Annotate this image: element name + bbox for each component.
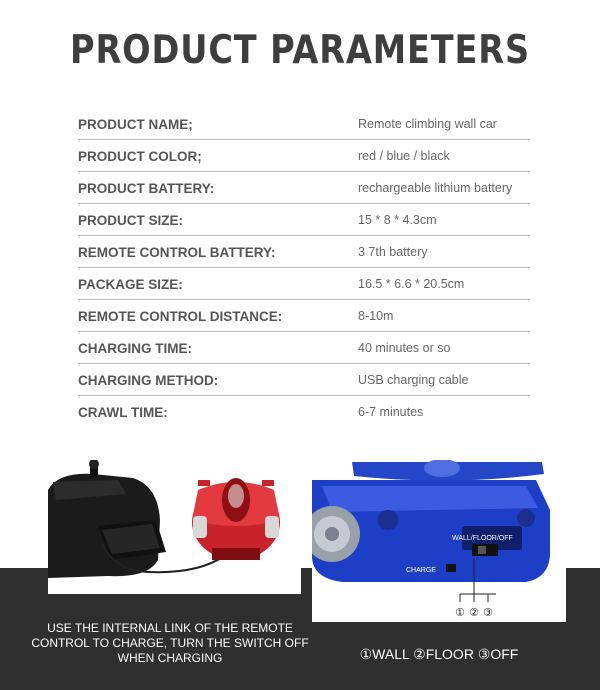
param-value: 40 minutes or so [358,341,451,355]
param-row [78,173,530,204]
switch-modes-caption: ①WALL ②FLOOR ③OFF [359,646,519,662]
param-row [78,333,530,364]
param-row [78,109,530,140]
remote-and-car-photo [48,460,301,594]
param-row [78,141,530,172]
page-title: PRODUCT PARAMETERS [70,28,530,73]
param-label: CHARGING TIME: [78,340,192,356]
switch-position-2: ② [469,606,479,619]
param-row [78,397,530,427]
param-label: PRODUCT COLOR; [78,148,202,164]
param-value: 3 7th battery [358,245,428,259]
param-value: USB charging cable [358,373,469,387]
switch-position-3: ③ [483,606,493,619]
param-row [78,301,530,332]
charging-instructions: USE THE INTERNAL LINK OF THE REMOTE CONTROL TO CHARGE, TURN THE SWITCH OFF WHEN CHARGING [31,621,309,665]
param-label: PRODUCT SIZE: [78,212,184,228]
param-value: 6-7 minutes [358,405,424,419]
param-value: Remote climbing wall car [358,117,497,131]
param-label: PRODUCT BATTERY: [78,180,215,196]
param-label: REMOTE CONTROL DISTANCE: [78,308,283,324]
switch-position-1: ① [455,606,465,619]
parameters-table [78,109,530,428]
param-value: 15 * 8 * 4.3cm [358,213,437,227]
blue-car-switch-photo [312,460,566,622]
param-row [78,365,530,396]
remote-and-car-illustration [48,460,301,594]
param-label: CHARGING METHOD: [78,372,219,388]
param-value: 8-10m [358,309,394,323]
param-row [78,205,530,236]
param-label: REMOTE CONTROL BATTERY: [78,244,276,260]
param-value: rechargeable lithium battery [358,181,513,195]
param-label: PRODUCT NAME; [78,116,193,132]
param-label: CRAWL TIME: [78,404,168,420]
param-value: red / blue / black [358,149,450,163]
switch-label: WALL/FLOOR/OFF [452,535,513,542]
param-row [78,237,530,268]
param-row [78,269,530,300]
charge-label: CHARGE [406,567,436,574]
param-label: PACKAGE SIZE: [78,276,183,292]
param-value: 16.5 * 6.6 * 20.5cm [358,277,465,291]
blue-car-illustration [312,460,566,622]
